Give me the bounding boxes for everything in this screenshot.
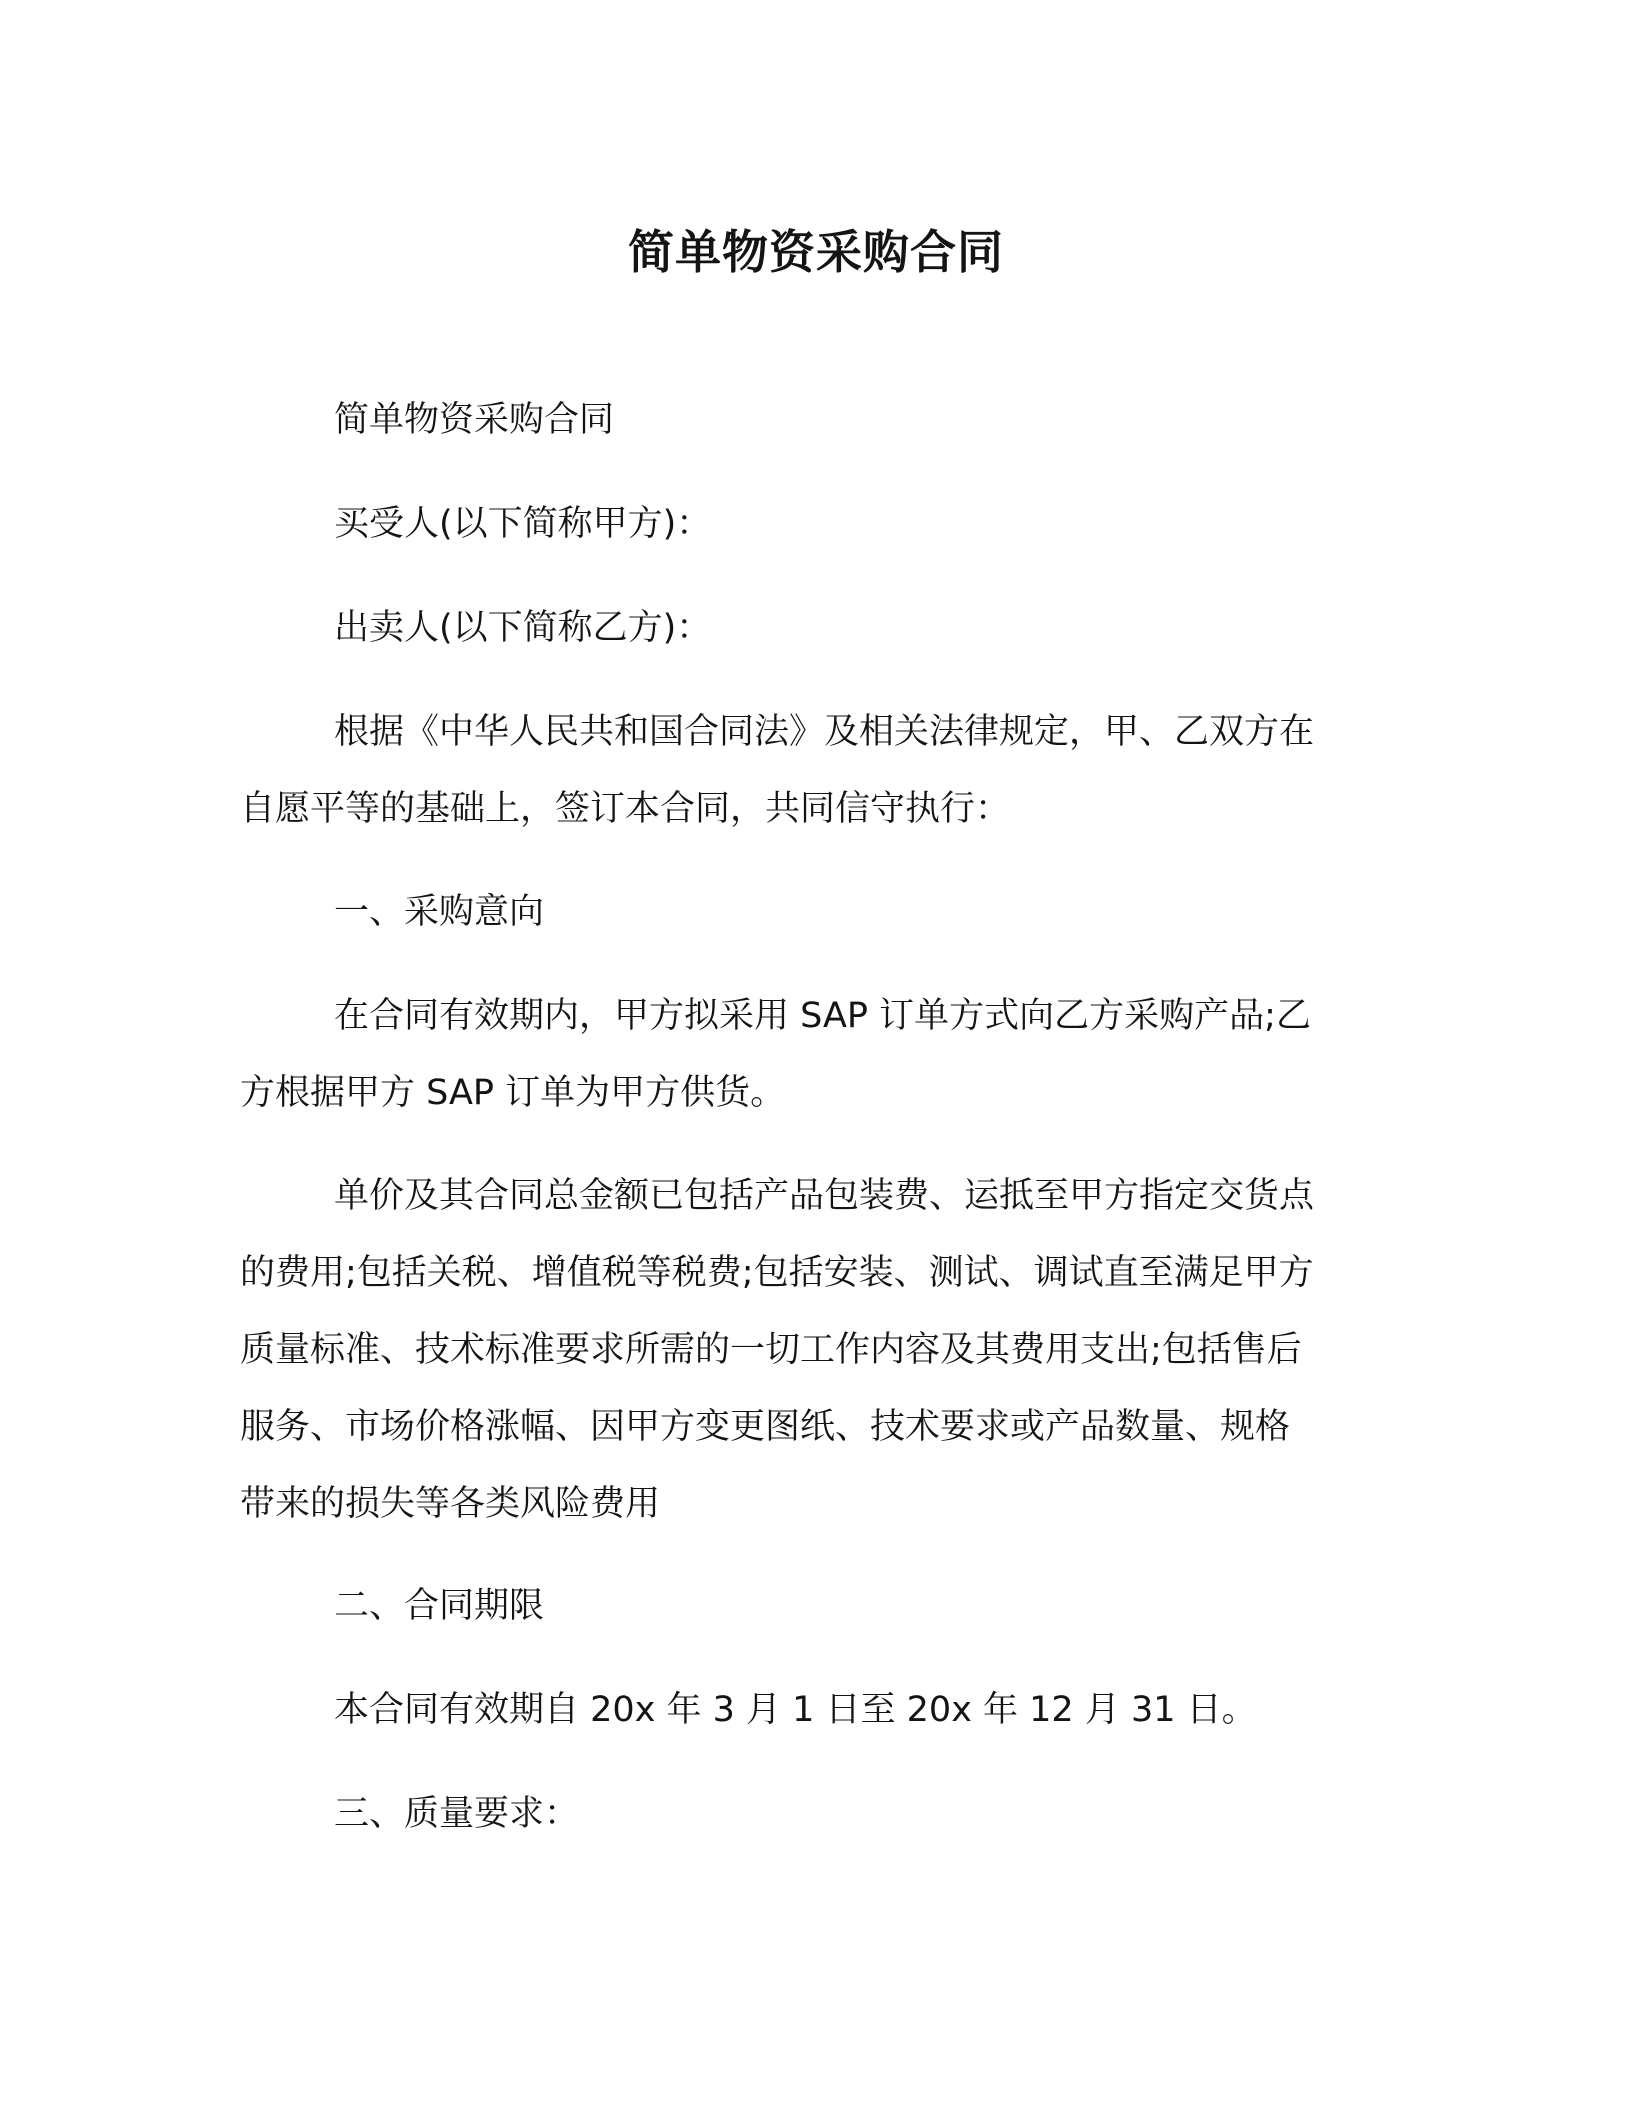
paragraph-preamble [240, 694, 1380, 848]
paragraph-line: 自愿平等的基础上，签订本合同，共同信守执行： [240, 789, 1011, 829]
paragraph-line: 的费用;包括关税、增值税等税费;包括安装、测试、调试直至满足甲方 [240, 1253, 1314, 1293]
paragraph-line: 买受人(以下简称甲方)： [334, 504, 712, 544]
paragraph-seller [240, 590, 1380, 667]
paragraph-line: 简单物资采购合同 [334, 400, 615, 440]
section-heading-3 [240, 1776, 1380, 1853]
paragraph-contract-term [240, 1672, 1380, 1749]
paragraph-line: 三、质量要求： [334, 1794, 580, 1834]
paragraph-line: 单价及其合同总金额已包括产品包装费、运抵至甲方指定交货点 [334, 1176, 1315, 1216]
section-heading-1 [240, 874, 1380, 951]
paragraph-subtitle [240, 382, 1380, 459]
paragraph-line: 在合同有效期内，甲方拟采用 SAP 订单方式向乙方采购产品;乙 [334, 996, 1311, 1036]
document-title: 简单物资采购合同 [628, 225, 1004, 279]
paragraph-price-terms [240, 1158, 1380, 1543]
paragraph-line: 二、合同期限 [334, 1586, 545, 1626]
paragraph-line: 服务、市场价格涨幅、因甲方变更图纸、技术要求或产品数量、规格 [240, 1407, 1291, 1447]
paragraph-line: 本合同有效期自 20x 年 3 月 1 日至 20x 年 12 月 31 日。 [334, 1690, 1257, 1730]
paragraph-line: 方根据甲方 SAP 订单为甲方供货。 [240, 1073, 786, 1113]
paragraph-line: 出卖人(以下简称乙方)： [334, 608, 712, 648]
paragraph-line: 带来的损失等各类风险费用 [240, 1484, 661, 1524]
paragraph-line: 根据《中华人民共和国合同法》及相关法律规定，甲、乙双方在 [334, 712, 1315, 752]
paragraph-line: 一、采购意向 [334, 892, 545, 932]
section-heading-2 [240, 1568, 1380, 1645]
paragraph-purchase-intent [240, 978, 1380, 1132]
paragraph-line: 质量标准、技术标准要求所需的一切工作内容及其费用支出;包括售后 [240, 1330, 1302, 1370]
paragraph-buyer [240, 486, 1380, 563]
